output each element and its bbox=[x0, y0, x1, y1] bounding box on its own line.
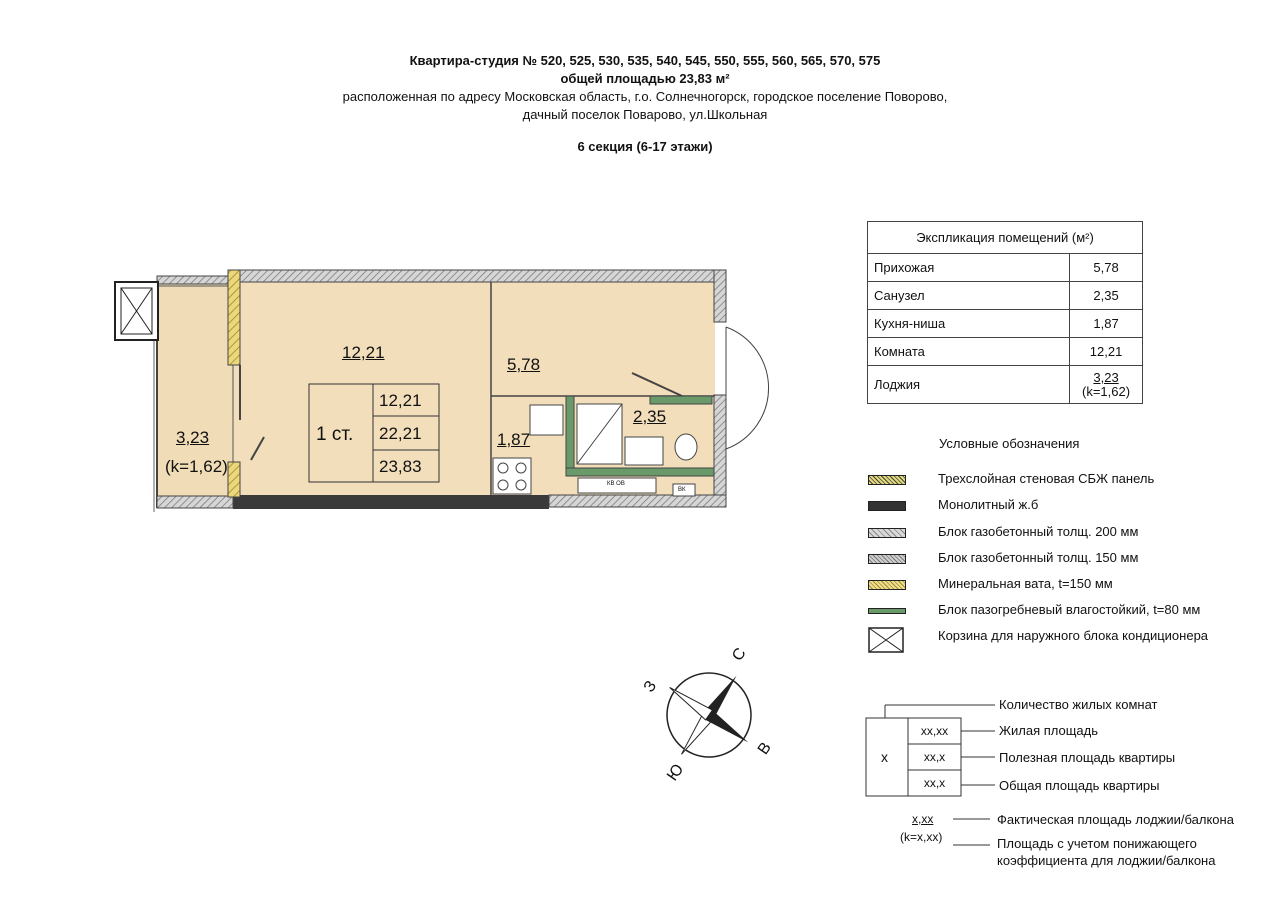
loggia-value: 3,23 bbox=[1093, 369, 1119, 385]
title-apartment: Квартира-студия № 520, 525, 530, 535, 540, 545, 550, 555, 560, 565, 570, 575 bbox=[409, 53, 881, 68]
total-area: 23,83 bbox=[379, 457, 422, 476]
table-row: Кухня-ниша 1,87 bbox=[868, 310, 1143, 338]
key-total: xx,x bbox=[923, 776, 946, 790]
compass-w: З bbox=[640, 677, 661, 696]
table-row: Санузел 2,35 bbox=[868, 282, 1143, 310]
key-total-label: Общая площадь квартиры bbox=[999, 778, 1160, 793]
kitchen-area: 1,87 bbox=[497, 430, 531, 449]
compass-e: В bbox=[754, 739, 775, 758]
address-line-2: дачный поселок Поварово, ул.Школьная bbox=[522, 107, 768, 122]
key-loggia-k: (k=x,xx) bbox=[900, 830, 943, 844]
key-rooms-label: Количество жилых комнат bbox=[999, 697, 1158, 712]
explication-title: Экспликация помещений (м²) bbox=[868, 222, 1143, 254]
room-area: 12,21 bbox=[342, 343, 385, 362]
key-useful-label: Полезная площадь квартиры bbox=[999, 750, 1176, 765]
living-area: 12,21 bbox=[379, 391, 422, 410]
loggia-k: (k=1,62) bbox=[165, 457, 228, 476]
section-label: 6 секция (6-17 этажи) bbox=[577, 139, 713, 154]
table-row: Прихожая 5,78 bbox=[868, 254, 1143, 282]
key-living-label: Жилая площадь bbox=[999, 723, 1099, 738]
compass-n: С bbox=[729, 645, 750, 665]
table-row: Лоджия 3,23 (k=1,62) bbox=[868, 366, 1143, 404]
key-living: xx,xx bbox=[920, 724, 949, 738]
vk-label: ВК bbox=[678, 487, 686, 493]
key-rooms: x bbox=[881, 749, 888, 765]
loggia-area: 3,23 bbox=[176, 428, 210, 447]
basket-label: Корзина для наружного блока кондиционера bbox=[938, 628, 1209, 643]
legend-title: Условные обозначения bbox=[939, 436, 1080, 451]
key-loggia-reduced-label-1: Площадь с учетом понижающего bbox=[997, 836, 1197, 851]
useful-area: 22,21 bbox=[379, 424, 422, 443]
key-loggia-value: x,xx bbox=[912, 812, 934, 826]
rooms-count: 1 ст. bbox=[316, 424, 354, 445]
kv-ov-label: КВ ОВ bbox=[607, 481, 625, 487]
hall-area: 5,78 bbox=[507, 355, 541, 374]
key-useful: xx,x bbox=[923, 750, 946, 764]
address-line-1: расположенная по адресу Московская область, г.о. Солнечногорск, городское поселение Поворово, bbox=[342, 89, 948, 104]
key-loggia-reduced-label-2: коэффициента для лоджии/балкона bbox=[997, 853, 1216, 868]
bath-area: 2,35 bbox=[633, 407, 667, 426]
loggia-coefficient: (k=1,62) bbox=[1082, 383, 1131, 399]
title-total-area: общей площадью 23,83 м² bbox=[560, 71, 730, 86]
compass-s: Ю bbox=[664, 761, 688, 785]
key-loggia-actual-label: Фактическая площадь лоджии/балкона bbox=[997, 812, 1234, 827]
table-row: Комната 12,21 bbox=[868, 338, 1143, 366]
